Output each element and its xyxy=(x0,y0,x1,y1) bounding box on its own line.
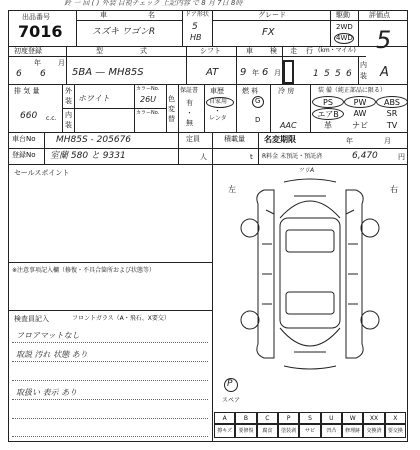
interior-trim-label-2: 装 xyxy=(65,121,72,129)
capacity-label: 定員 xyxy=(186,135,200,143)
legend-name: 腐食 xyxy=(257,424,278,438)
car-name: スズキ ワゴンR xyxy=(92,27,156,37)
door-value: 5 xyxy=(192,22,198,32)
first-reg-year-label: 年 xyxy=(34,59,41,67)
shift-label: シフト xyxy=(200,47,221,55)
legend-name: 凹凸 xyxy=(321,424,342,438)
chassis-label: 車台No xyxy=(12,135,36,143)
lot-number: 7016 xyxy=(18,22,63,41)
legend-code: B xyxy=(235,412,256,424)
mileage-digit-4: 6 xyxy=(346,69,352,79)
reg-label: 登録No xyxy=(12,151,36,159)
caution-label: ※注意事項記入欄（修復・不具合箇所および状態等） xyxy=(12,267,156,274)
equipment-item: PW xyxy=(344,96,376,108)
equipment-item: 革 xyxy=(324,121,332,130)
first-reg-year: 6 xyxy=(16,69,22,79)
equipment-item: PS xyxy=(312,96,344,108)
use-rental: レンタ xyxy=(209,115,227,122)
fuel-d: D xyxy=(255,116,261,124)
interior-label: 内 xyxy=(360,61,367,69)
use-history-label: 車歴 xyxy=(210,87,224,95)
inspection-label: 車 xyxy=(246,47,253,55)
mileage-unit: (km・マイル) xyxy=(318,47,356,54)
inspector-label: 検査員記入 xyxy=(14,315,49,323)
mileage-digit-3: 5 xyxy=(335,69,341,79)
chassis-value: MH85S - 205676 xyxy=(56,135,132,145)
warranty-label: 保証書 xyxy=(180,87,199,94)
use-private: 自家用 xyxy=(209,98,228,105)
recycle-value: 6,470 xyxy=(352,151,378,161)
score-label: 評価点 xyxy=(369,11,390,19)
first-reg-label: 初度登録 xyxy=(14,47,42,55)
displacement-value: 660 xyxy=(20,111,38,121)
drive-4wd: 4WD xyxy=(336,34,353,42)
windshield-label: フロントガラス（A・飛石、X要交） xyxy=(72,315,170,322)
sales-point-label: セールスポイント xyxy=(14,169,70,177)
damage-legend xyxy=(214,412,406,440)
mileage-digit-1: 1 xyxy=(313,69,319,79)
displacement-label: 排 気 量 xyxy=(14,87,40,95)
name-label: 名 xyxy=(148,11,155,19)
model-label: 型 xyxy=(96,47,103,55)
color-no-value: 26U xyxy=(140,95,157,104)
equipment-item: TV xyxy=(386,121,398,130)
legend-code: U xyxy=(321,412,342,424)
mileage-box xyxy=(283,60,294,84)
ac-label: 冷 房 xyxy=(278,87,295,95)
body-type-value: HB xyxy=(190,33,202,42)
diagram-top-mark: ツリA xyxy=(298,167,315,174)
spare-mark: P xyxy=(227,379,233,389)
transfer-year: 年 xyxy=(346,137,353,145)
int-color-no-label: カラーNo. xyxy=(136,110,160,116)
drive-2wd: 2WD xyxy=(336,23,353,31)
grade-label: グレード xyxy=(258,11,286,19)
legend-name: サビ xyxy=(299,424,320,438)
legend-name: 塗装剥 xyxy=(278,424,299,438)
color-label: 色 xyxy=(168,95,175,103)
equipment-item: ナビ xyxy=(352,121,368,130)
legend-code: C xyxy=(257,412,278,424)
recycle-unit: 円 xyxy=(398,153,405,161)
reg-value: 室蘭 580 と 9331 xyxy=(50,151,126,161)
legend-name: 交換済 xyxy=(363,424,384,438)
mileage-digit-2: 5 xyxy=(324,69,330,79)
capacity-unit: 人 xyxy=(200,153,207,161)
legend-name: 要交換 xyxy=(385,424,406,438)
cc-label: c.c. xyxy=(46,115,57,122)
score-value: 5 xyxy=(376,26,392,54)
diagram-right-label: 右 xyxy=(390,185,398,194)
lot-number-label: 出品番号 xyxy=(22,13,50,21)
ext-label: 外 xyxy=(65,87,72,95)
legend-code: P xyxy=(278,412,299,424)
inspector-note-2: 取説 汚れ 状態 あり xyxy=(16,350,88,359)
shift-value: AT xyxy=(206,67,219,78)
recycle-label: R料金 未預託・預託済 xyxy=(262,153,323,160)
inspection-month: 6 xyxy=(262,67,269,78)
grade-value: FX xyxy=(262,27,275,38)
model-label-2: 式 xyxy=(140,47,147,55)
maker-label: 車 xyxy=(100,11,107,19)
inspector-note-4: 取扱い 表示 あり xyxy=(16,388,78,397)
use-dot: ・ xyxy=(214,107,221,115)
legend-code: X xyxy=(385,412,406,424)
equipment-item: SR xyxy=(386,109,398,118)
equipment-item: ABS xyxy=(376,96,408,108)
ext-label-2: 装 xyxy=(65,97,72,105)
equipment-item: エアB xyxy=(312,108,344,120)
exterior-color: ホワイト xyxy=(78,94,110,103)
legend-code: S xyxy=(299,412,320,424)
door-label: ドア形状 xyxy=(185,11,209,18)
header-scrawl: 鈴 一 回 ( ) 外装 目視チェック 上記内容 で 8 月 7日 8時 xyxy=(64,0,243,7)
interior-label-2: 装 xyxy=(360,72,367,80)
inspection-label-2: 検 xyxy=(270,47,277,55)
color-no-label: カラーNo. xyxy=(136,86,160,92)
equipment-item: AW xyxy=(353,109,367,118)
load-unit: t xyxy=(250,153,253,161)
fuel-g: G xyxy=(255,97,261,105)
equipment-label: 装 備（純正部品に限る） xyxy=(318,87,386,94)
inspector-note-1: フロアマットなし xyxy=(16,331,80,340)
legend-code: XX xyxy=(363,412,384,424)
mileage-label: 走 xyxy=(290,47,297,55)
legend-code: A xyxy=(214,412,235,424)
load-label: 積載量 xyxy=(224,135,245,143)
car-body-diagram xyxy=(214,174,406,374)
first-reg-month-label: 月 xyxy=(58,59,65,67)
inspection-year-unit: 年 xyxy=(252,69,259,77)
fuel-label: 燃 料 xyxy=(242,87,259,95)
drive-label: 駆動 xyxy=(336,11,350,19)
diagram-left-label: 左 xyxy=(228,185,236,194)
inspection-year: 9 xyxy=(240,67,247,78)
inspection-month-unit: 月 xyxy=(274,69,281,77)
warranty-dot: ・ xyxy=(186,109,193,117)
legend-name: 擦キズ xyxy=(214,424,235,438)
mileage-label-2: 行 xyxy=(306,47,313,55)
warranty-have: 有 xyxy=(186,99,193,107)
legend-name: 修理跡 xyxy=(342,424,363,438)
legend-code: W xyxy=(342,412,363,424)
spare-label: スペア xyxy=(222,397,241,404)
interior-trim-label: 内 xyxy=(65,111,72,119)
ac-value: AAC xyxy=(280,121,297,130)
warranty-none: 無 xyxy=(186,119,193,127)
transfer-month: 月 xyxy=(384,137,391,145)
legend-name: 要修復 xyxy=(235,424,256,438)
interior-value: A xyxy=(380,65,389,80)
model-value: 5BA — MH85S xyxy=(72,67,144,78)
change-label-2: 替 xyxy=(168,115,175,123)
first-reg-month: 6 xyxy=(40,69,46,79)
change-label: 変 xyxy=(168,105,175,113)
transfer-label: 名変期限 xyxy=(264,135,296,144)
